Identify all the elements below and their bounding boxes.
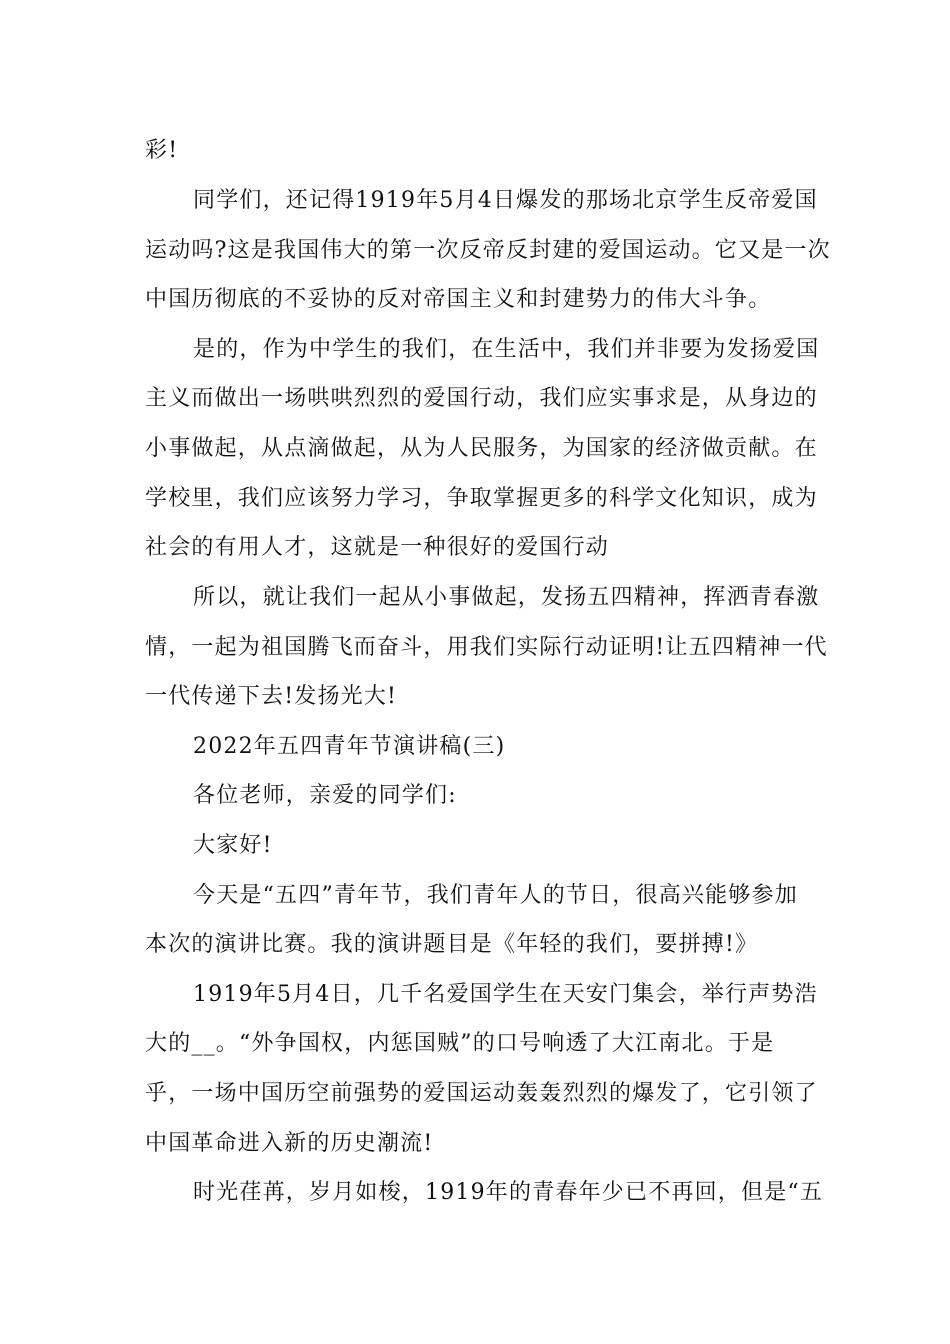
paragraph-line: 是的，作为中学生的我们，在生活中，我们并非要为发扬爱国 (193, 337, 820, 362)
paragraph-line: 学校里，我们应该努力学习，争取掌握更多的科学文化知识，成为 (145, 486, 818, 511)
greeting: 大家好! (193, 833, 273, 858)
salutation: 各位老师，亲爱的同学们: (193, 783, 457, 808)
paragraph-line: 主义而做出一场哄哄烈烈的爱国行动，我们应实事求是，从身边的 (145, 386, 818, 411)
paragraph-line: 中国革命进入新的历史潮流! (145, 1131, 434, 1156)
text-line-continuation: 彩! (145, 138, 179, 163)
paragraph-line: 情，一起为祖国腾飞而奋斗，用我们实际行动证明!让五四精神一代 (145, 635, 828, 660)
paragraph-line: 大的__。“外争国权，内惩国贼”的口号响透了大江南北。于是 (145, 1031, 775, 1056)
paragraph-line: 今天是“五四”青年节，我们青年人的节日，很高兴能够参加 (193, 883, 798, 908)
paragraph-line: 时光荏苒，岁月如梭，1919年的青春年少已不再回，但是“五 (193, 1180, 824, 1205)
paragraph-line: 小事做起，从点滴做起，从为人民服务，为国家的经济做贡献。在 (145, 436, 818, 461)
section-heading: 2022年五四青年节演讲稿(三) (193, 734, 506, 759)
paragraph-line: 社会的有用人才，这就是一种很好的爱国行动 (145, 535, 610, 560)
paragraph-line: 运动吗?这是我国伟大的第一次反帝反封建的爱国运动。它又是一次 (145, 238, 831, 263)
paragraph-line: 同学们，还记得1919年5月4日爆发的那场北京学生反帝爱国 (193, 188, 818, 213)
paragraph-line: 一代传递下去!发扬光大! (145, 684, 398, 709)
paragraph-line: 1919年5月4日，几千名爱国学生在天安门集会，举行声势浩 (193, 982, 818, 1007)
paragraph-line: 所以，就让我们一起从小事做起，发扬五四精神，挥洒青春激 (193, 585, 820, 610)
paragraph-line: 乎，一场中国历空前强势的爱国运动轰轰烈烈的爆发了，它引领了 (145, 1081, 818, 1106)
paragraph-line: 中国历彻底的不妥协的反对帝国主义和封建势力的伟大斗争。 (145, 287, 772, 312)
paragraph-line: 本次的演讲比赛。我的演讲题目是《年轻的我们，要拼搏!》 (145, 932, 759, 957)
